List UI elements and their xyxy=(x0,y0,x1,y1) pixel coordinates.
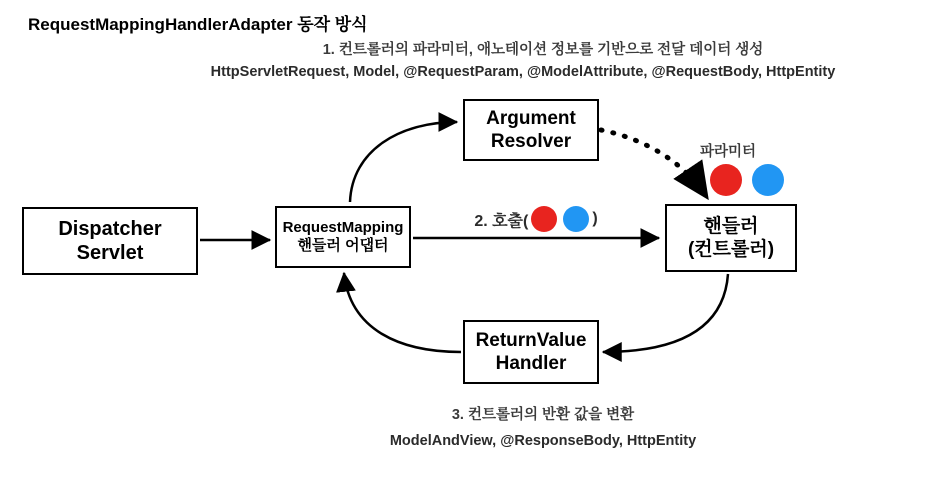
label-parameter: 파라미터 xyxy=(700,144,757,160)
node-dispatcher-servlet-line1: Dispatcher xyxy=(58,217,162,240)
node-rmha-line1: RequestMapping xyxy=(282,218,404,236)
arrow-rmha-to-argument-resolver xyxy=(350,122,457,202)
label-step2-prefix: 2. 호출( xyxy=(474,212,529,230)
red-dot-icon xyxy=(710,164,742,196)
node-handler-line1: 핸들러 xyxy=(703,215,759,237)
label-step2-call xyxy=(446,206,626,232)
node-dispatcher-servlet-line2: Servlet xyxy=(76,242,144,264)
node-request-mapping-handler-adapter[interactable] xyxy=(275,206,411,268)
arrow-argument-resolver-to-handler xyxy=(601,130,706,196)
page-title: RequestMappingHandlerAdapter 동작 방식 xyxy=(28,15,368,34)
red-dot-icon xyxy=(531,206,557,232)
label-step2-suffix: ) xyxy=(592,210,598,227)
node-return-value-handler[interactable] xyxy=(463,320,599,384)
node-return-value-handler-line1: ReturnValue xyxy=(475,329,587,351)
node-argument-resolver-line2: Resolver xyxy=(490,131,572,152)
node-argument-resolver[interactable] xyxy=(463,99,599,161)
node-handler-controller[interactable] xyxy=(665,204,797,272)
blue-dot-icon xyxy=(752,164,784,196)
caption-step3-details: ModelAndView, @ResponseBody, HttpEntity xyxy=(389,433,697,449)
arrow-handler-to-return-value-handler xyxy=(603,274,728,352)
node-rmha-line2: 핸들러 어댑터 xyxy=(297,237,389,254)
node-handler-line2: (컨트롤러) xyxy=(687,239,775,260)
handler-parameter-dots xyxy=(710,164,784,196)
caption-step1: 1. 컨트롤러의 파라미터, 애노테이션 정보를 기반으로 전달 데이터 생성 xyxy=(322,42,764,58)
caption-step1-details: HttpServletRequest, Model, @RequestParam, @ModelAttribute, @RequestBody, HttpEntity xyxy=(210,64,836,80)
node-dispatcher-servlet[interactable] xyxy=(22,207,198,275)
blue-dot-icon xyxy=(563,206,589,232)
node-argument-resolver-line1: Argument xyxy=(486,107,576,129)
node-return-value-handler-line2: Handler xyxy=(495,353,567,374)
arrow-return-value-handler-to-rmha xyxy=(344,273,461,352)
caption-step3: 3. 컨트롤러의 반환 값을 변환 xyxy=(451,407,635,423)
